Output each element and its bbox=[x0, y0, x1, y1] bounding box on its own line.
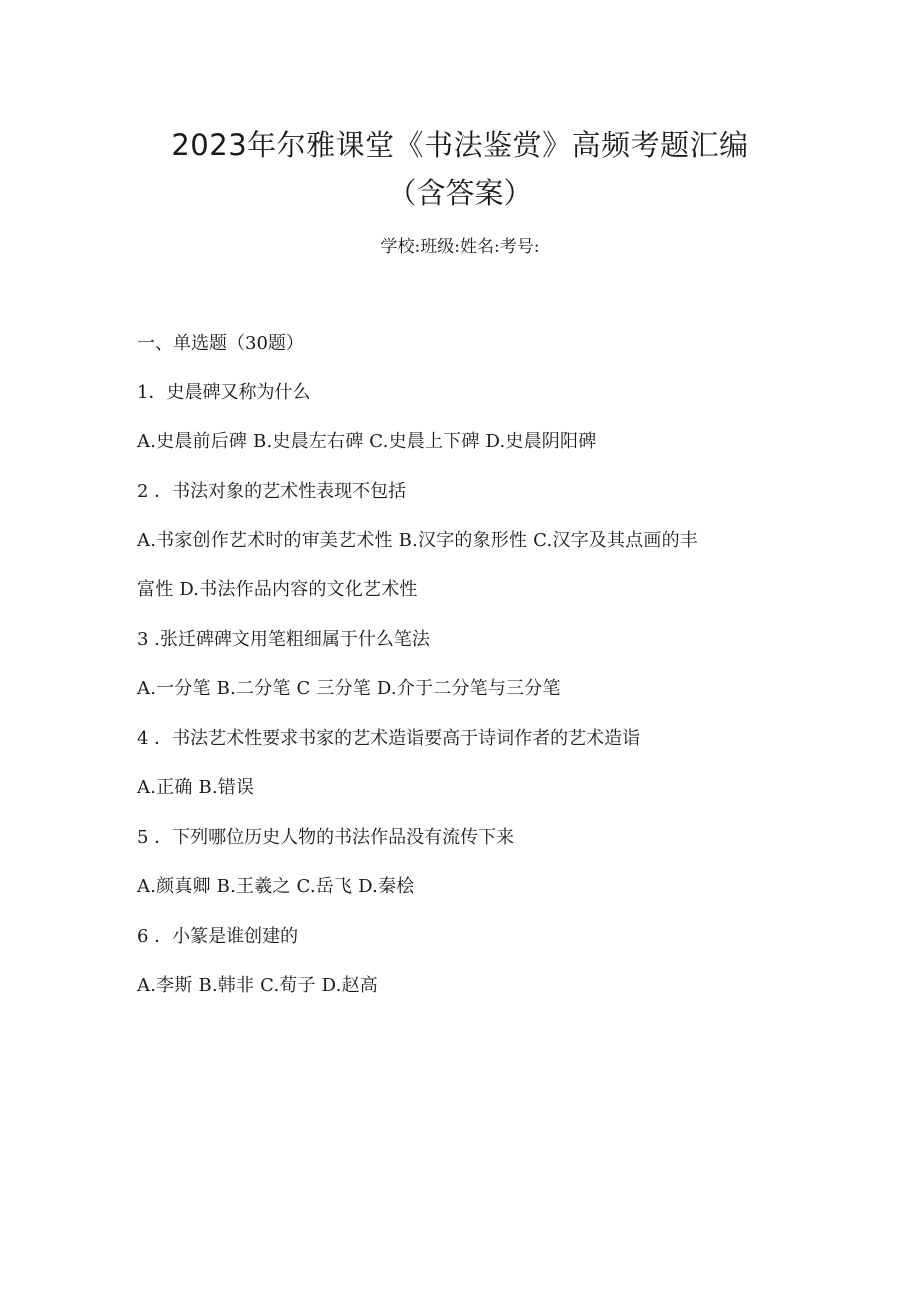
question-item bbox=[137, 478, 777, 604]
question-options-line1: A.书家创作艺术时的审美艺术性 B.汉字的象形性 C.汉字及其点画的丰 bbox=[137, 530, 698, 551]
question-options bbox=[137, 527, 777, 604]
question-options-line2: 富性 D.书法作品内容的文化艺术性 bbox=[137, 579, 418, 600]
document-title: 2023年尔雅课堂《书法鉴赏》高频考题汇编 bbox=[171, 128, 749, 162]
question-stem: 1．史晨碑又称为什么 bbox=[137, 382, 311, 403]
question-stem: 2 ．书法对象的艺术性表现不包括 bbox=[137, 481, 407, 502]
student-info-line: 学校:班级:姓名:考号: bbox=[380, 237, 540, 257]
question-options: A.一分笔 B.二分笔 C 三分笔 D.介于二分笔与三分笔 bbox=[137, 678, 561, 699]
question-stem: 3 .张迁碑碑文用笔粗细属于什么笔法 bbox=[137, 629, 430, 650]
question-item bbox=[137, 824, 777, 901]
question-item bbox=[137, 725, 777, 802]
question-item bbox=[137, 626, 777, 703]
question-stem: 4 ．书法艺术性要求书家的艺术造诣要高于诗词作者的艺术造诣 bbox=[137, 728, 641, 749]
question-stem: 5 ．下列哪位历史人物的书法作品没有流传下来 bbox=[137, 827, 515, 848]
question-stem: 6 ．小篆是谁创建的 bbox=[137, 926, 299, 947]
section-heading: 一、单选题（30题） bbox=[137, 333, 304, 354]
question-options: A.颜真卿 B.王羲之 C.岳飞 D.秦桧 bbox=[137, 876, 415, 897]
question-options: A.李斯 B.韩非 C.荀子 D.赵高 bbox=[137, 975, 378, 996]
question-item bbox=[137, 379, 777, 456]
title-block bbox=[0, 124, 920, 214]
question-list bbox=[137, 330, 777, 1022]
question-options: A.史晨前后碑 B.史晨左右碑 C.史晨上下碑 D.史晨阴阳碑 bbox=[137, 431, 597, 452]
document-subtitle: （含答案） bbox=[387, 176, 533, 210]
question-item bbox=[137, 923, 777, 1000]
question-options: A.正确 B.错误 bbox=[137, 777, 255, 798]
